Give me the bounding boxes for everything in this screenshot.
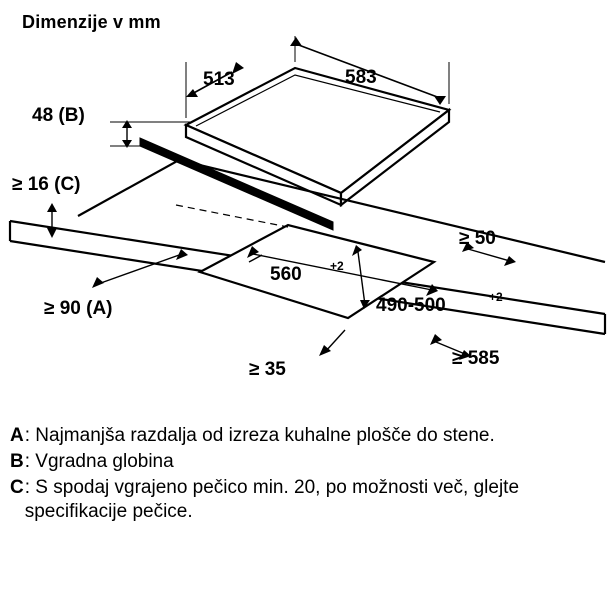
legend-text-a xyxy=(24,424,610,448)
legend-text-b xyxy=(24,450,610,474)
dim-label-90-a: ≥ 90 (A) xyxy=(44,298,113,319)
legend-sep-a: : xyxy=(24,425,31,446)
dim-label-585: ≥ 585 xyxy=(452,348,500,369)
dim-label-560-sup: +2 xyxy=(330,259,344,273)
page-title: Dimenzije v mm xyxy=(22,12,161,32)
dim-label-48-b: 48 (B) xyxy=(32,105,85,126)
legend-sep-c: : xyxy=(24,477,31,498)
dim-label-50: ≥ 50 xyxy=(459,228,496,249)
legend-body-c: S spodaj vgrajeno pečico min. 20, po možnosti več, glejte specifikacije pečice. xyxy=(24,477,520,522)
dim-label-583: 583 xyxy=(345,67,377,88)
legend-key-a: A xyxy=(10,425,24,446)
dim-label-490: 490-500 xyxy=(376,295,446,316)
legend-item-a xyxy=(10,424,610,448)
legend-sep-b: : xyxy=(24,451,31,472)
arrow-513-left xyxy=(186,89,198,97)
legend-body-b: Vgradna globina xyxy=(35,451,174,472)
dim-label-513: 513 xyxy=(203,69,235,90)
legend-item-b xyxy=(10,450,610,474)
legend-key-c: C xyxy=(10,477,24,498)
dim-line-50 xyxy=(468,249,510,261)
arrow-16c-up xyxy=(47,203,57,212)
projection-line xyxy=(176,205,288,227)
dim-label-16-c: ≥ 16 (C) xyxy=(12,174,81,195)
arrow-48-down xyxy=(122,140,132,148)
arrow-16c-down xyxy=(47,228,57,238)
spacer2 xyxy=(10,216,78,221)
legend xyxy=(10,424,610,526)
dim-label-35: ≥ 35 xyxy=(249,359,286,380)
legend-body-a: Najmanjša razdalja od izreza kuhalne plošče do stene. xyxy=(35,425,495,446)
dim-label-490-sup: +2 xyxy=(489,290,503,304)
dim-line-90 xyxy=(98,254,182,284)
dim-line-35 xyxy=(325,330,345,352)
legend-text-c xyxy=(24,476,610,524)
arrow-48-up xyxy=(122,120,132,128)
legend-key-b: B xyxy=(10,451,24,472)
dim-label-560: 560 xyxy=(270,264,302,285)
legend-item-c xyxy=(10,476,610,524)
